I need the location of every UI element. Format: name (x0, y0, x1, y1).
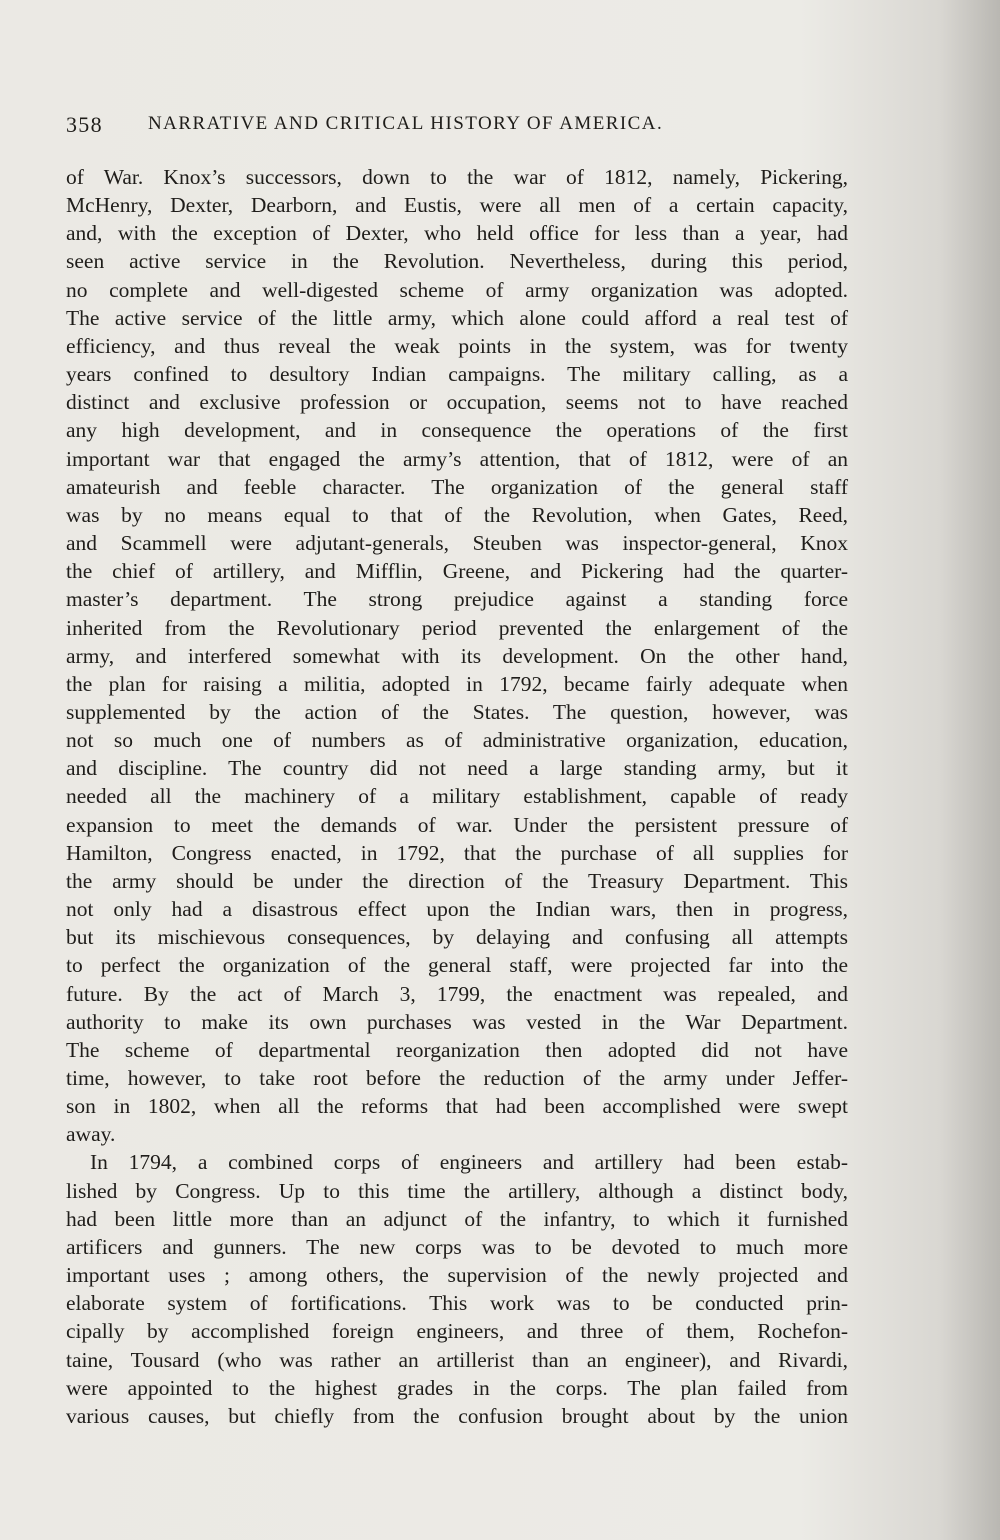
text-line: artificers and gunners. The new corps was to be devoted to much more (66, 1234, 848, 1259)
text-line: The scheme of departmental reorganization then adopted did not have (66, 1037, 848, 1062)
paragraph-start-line: In 1794, a combined corps of engineers and artillery had been estab- (90, 1150, 848, 1175)
text-line: were appointed to the highest grades in the corps. The plan failed from (66, 1375, 848, 1400)
text-line: years confined to desultory Indian campaigns. The military calling, as a (66, 362, 848, 387)
text-line: of War. Knox’s successors, down to the war of 1812, namely, Pickering, (66, 165, 848, 189)
text-line: elaborate system of fortifications. This work was to be conducted prin- (66, 1291, 848, 1316)
body-text (66, 163, 848, 1430)
text-line: inherited from the Revolutionary period prevented the enlargement of the (66, 615, 848, 640)
text-line: The active service of the little army, which alone could afford a real test of (66, 305, 848, 330)
text-line: McHenry, Dexter, Dearborn, and Eustis, were all men of a certain capacity, (66, 193, 848, 218)
page-number: 358 (66, 112, 103, 137)
text-line: not so much one of numbers as of administrative organization, education, (66, 728, 848, 753)
text-line: the chief of artillery, and Mifflin, Greene, and Pickering had the quarter- (66, 559, 848, 584)
text-line: various causes, but chiefly from the confusion brought about by the union (66, 1403, 848, 1428)
text-line: was by no means equal to that of the Revolution, when Gates, Reed, (66, 502, 848, 527)
text-line: not only had a disastrous effect upon the Indian wars, then in progress, (66, 897, 848, 922)
text-line: and Scammell were adjutant-generals, Steuben was inspector-general, Knox (66, 531, 848, 556)
text-line: efficiency, and thus reveal the weak points in the system, was for twenty (66, 333, 848, 358)
text-line: needed all the machinery of a military establishment, capable of ready (66, 784, 848, 809)
text-line: supplemented by the action of the States. The question, however, was (66, 699, 848, 724)
text-line: but its mischievous consequences, by delaying and confusing all attempts (66, 925, 848, 950)
text-line: the plan for raising a militia, adopted in 1792, became fairly adequate when (66, 671, 848, 696)
text-line: master’s department. The strong prejudice against a standing force (66, 587, 848, 612)
text-line: Hamilton, Congress enacted, in 1792, that the purchase of all supplies for (66, 840, 848, 865)
text-line: army, and interfered somewhat with its development. On the other hand, (66, 643, 848, 668)
text-line: and, with the exception of Dexter, who held office for less than a year, had (66, 221, 848, 246)
text-line: amateurish and feeble character. The organization of the general staff (66, 474, 848, 499)
running-head (66, 112, 856, 146)
text-line: son in 1802, when all the reforms that had been accomplished were swept (66, 1094, 848, 1119)
text-line: had been little more than an adjunct of the infantry, to which it furnished (66, 1206, 848, 1231)
text-line: time, however, to take root before the reduction of the army under Jeffer- (66, 1066, 848, 1090)
text-line: lished by Congress. Up to this time the artillery, although a distinct body, (66, 1178, 848, 1203)
text-line: future. By the act of March 3, 1799, the enactment was repealed, and (66, 981, 848, 1006)
text-line: seen active service in the Revolution. Nevertheless, during this period, (66, 249, 848, 274)
text-line: to perfect the organization of the general staff, were projected far into the (66, 953, 848, 978)
text-line: authority to make its own purchases was vested in the War Department. (66, 1009, 848, 1034)
text-line: any high development, and in consequence the operations of the first (66, 418, 848, 443)
text-line: taine, Tousard (who was rather an artillerist than an engineer), and Rivardi, (66, 1347, 848, 1372)
text-line: and discipline. The country did not need a large standing army, but it (66, 756, 848, 781)
text-line: distinct and exclusive profession or occupation, seems not to have reached (66, 390, 848, 415)
text-line: cipally by accomplished foreign engineers, and three of them, Rochefon- (66, 1319, 848, 1344)
paragraph-end-line: away. (66, 1122, 116, 1147)
text-line: important war that engaged the army’s attention, that of 1812, were of an (66, 446, 848, 471)
text-line: the army should be under the direction of the Treasury Department. This (66, 868, 848, 893)
text-line: no complete and well-digested scheme of army organization was adopted. (66, 277, 848, 302)
text-line: expansion to meet the demands of war. Under the persistent pressure of (66, 812, 848, 837)
running-title: NARRATIVE AND CRITICAL HISTORY OF AMERICA. (148, 113, 664, 134)
text-line: important uses ; among others, the supervision of the newly projected and (66, 1263, 848, 1288)
